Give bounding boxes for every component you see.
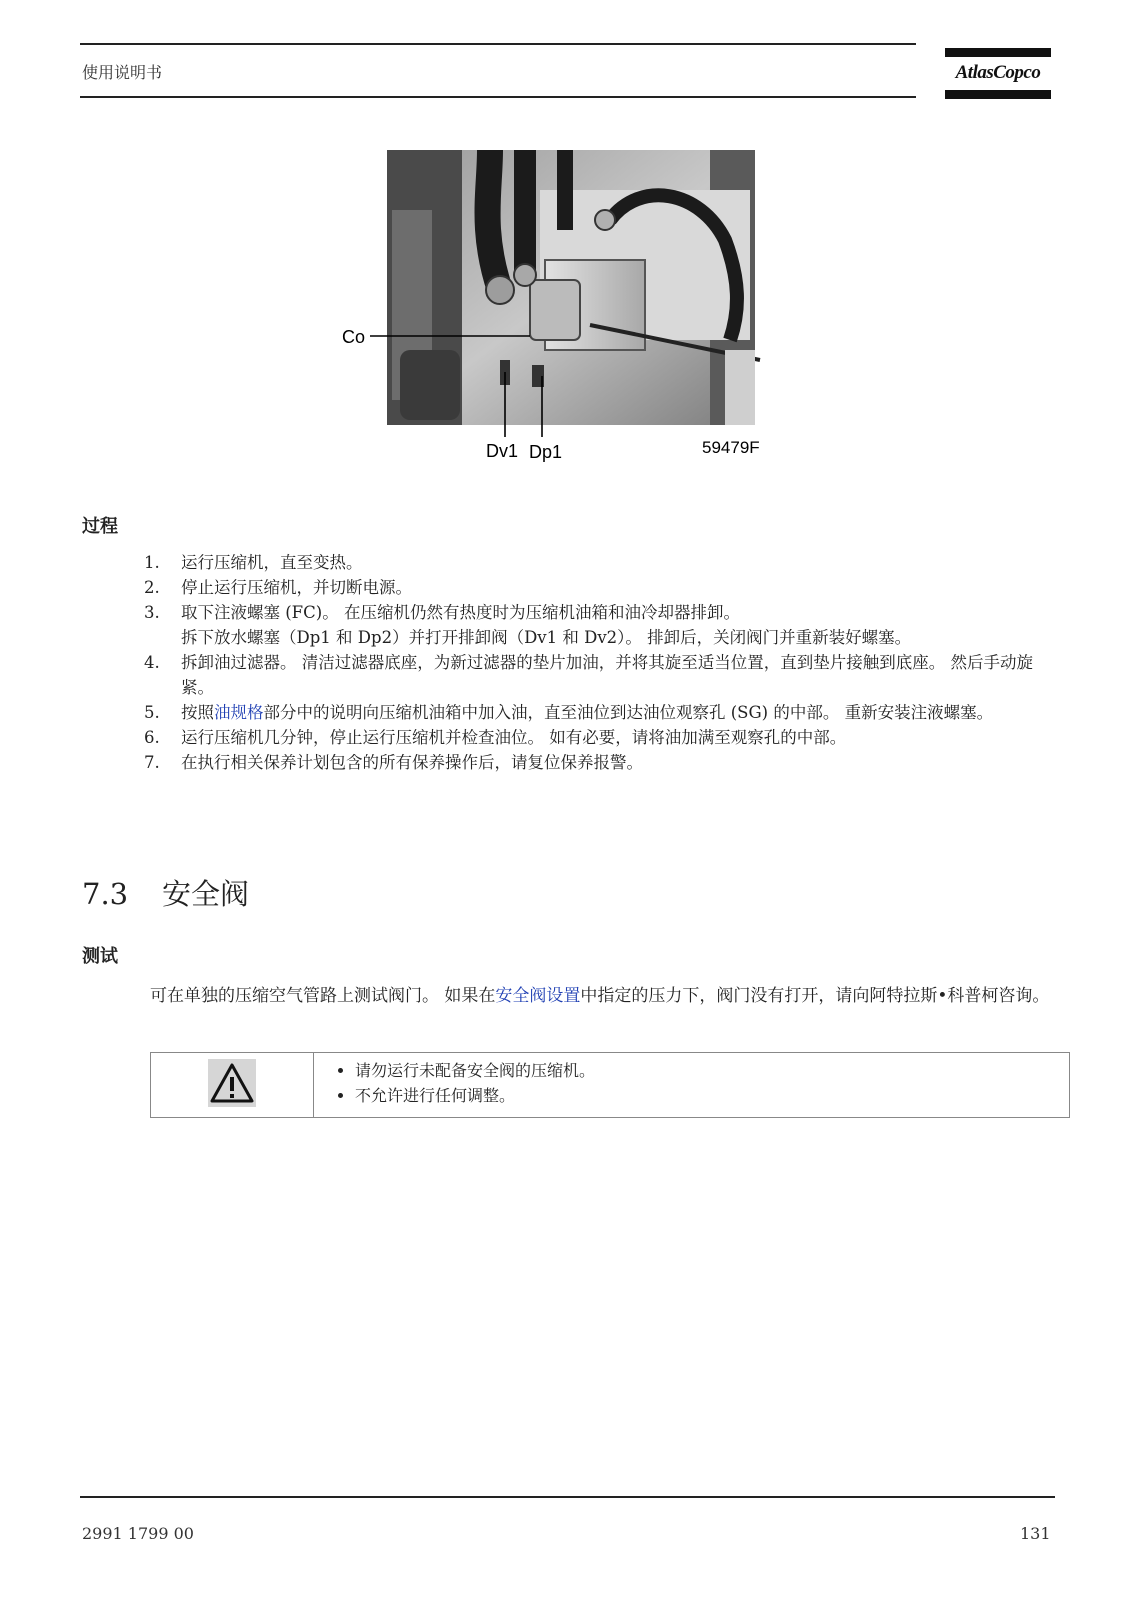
list-item: 1. 运行压缩机，直至变热。 bbox=[144, 553, 363, 572]
atlas-copco-logo bbox=[945, 48, 1051, 99]
footer-rule bbox=[80, 1496, 1055, 1498]
logo-bar-bottom bbox=[945, 90, 1051, 99]
logo-wordmark: AtlasCopco bbox=[955, 62, 1041, 83]
list-item: 6. 运行压缩机几分钟，停止运行压缩机并检查油位。 如有必要，请将油加满至观察孔的中部。 bbox=[144, 728, 847, 747]
list-item: • 不允许进行任何调整。 bbox=[355, 1083, 1068, 1108]
safety-valve-settings-link[interactable]: 安全阀设置 bbox=[495, 986, 581, 1006]
oil-spec-link[interactable]: 油规格 bbox=[214, 703, 264, 722]
list-item: 7. 在执行相关保养计划包含的所有保养操作后，请复位保养报警。 bbox=[144, 753, 643, 772]
list-item: • 请勿运行未配备安全阀的压缩机。 bbox=[355, 1058, 1068, 1083]
warning-box bbox=[150, 1052, 1070, 1118]
drain-figure bbox=[340, 150, 790, 480]
component-photo bbox=[387, 150, 760, 425]
procedure-heading: 过程 bbox=[82, 516, 118, 537]
label-co: Co bbox=[342, 327, 366, 347]
list-item: 5. 按照油规格部分中的说明向压缩机油箱中加入油，直至油位到达油位观察孔 (SG) 的中部。 重新安装注液螺塞。 bbox=[144, 703, 994, 722]
warning-text-cell bbox=[314, 1053, 1070, 1118]
header-rule-top bbox=[80, 43, 916, 45]
list-item: 4. 拆卸油过滤器。 清洁过滤器底座，为新过滤器的垫片加油，并将其旋至适当位置，直到垫片接触到底座。 然后手动旋紧。 bbox=[144, 653, 1033, 697]
warning-icon-cell bbox=[151, 1053, 314, 1118]
page-number: 131 bbox=[1020, 1524, 1051, 1543]
logo-bar-top bbox=[945, 48, 1051, 57]
warning-list bbox=[315, 1058, 1068, 1108]
figure-code: 59479F bbox=[702, 438, 760, 457]
list-item: 2. 停止运行压缩机，并切断电源。 bbox=[144, 578, 412, 597]
section-heading: 7.3 安全阀 bbox=[82, 877, 250, 911]
test-heading: 测试 bbox=[82, 946, 118, 967]
list-item: 3. 取下注液螺塞 (FC)。 在压缩机仍然有热度时为压缩机油箱和油冷却器排卸。 拆下放水螺塞（Dp1 和 Dp2）并打开排卸阀（Dv1 和 Dv2）。 排卸后，关闭阀门并重新装好螺塞。 bbox=[144, 603, 912, 647]
header-rule-bottom bbox=[80, 96, 916, 98]
label-dv1: Dv1 bbox=[486, 441, 519, 461]
procedure-steps bbox=[140, 550, 1060, 775]
test-paragraph: 可在单独的压缩空气管路上测试阀门。 如果在安全阀设置中指定的压力下，阀门没有打开，请向阿特拉斯•科普柯咨询。 bbox=[150, 986, 1050, 1006]
warning-triangle-icon bbox=[208, 1059, 256, 1107]
label-dp1: Dp1 bbox=[529, 442, 563, 462]
document-number: 2991 1799 00 bbox=[82, 1524, 194, 1543]
manual-title: 使用说明书 bbox=[82, 63, 163, 82]
